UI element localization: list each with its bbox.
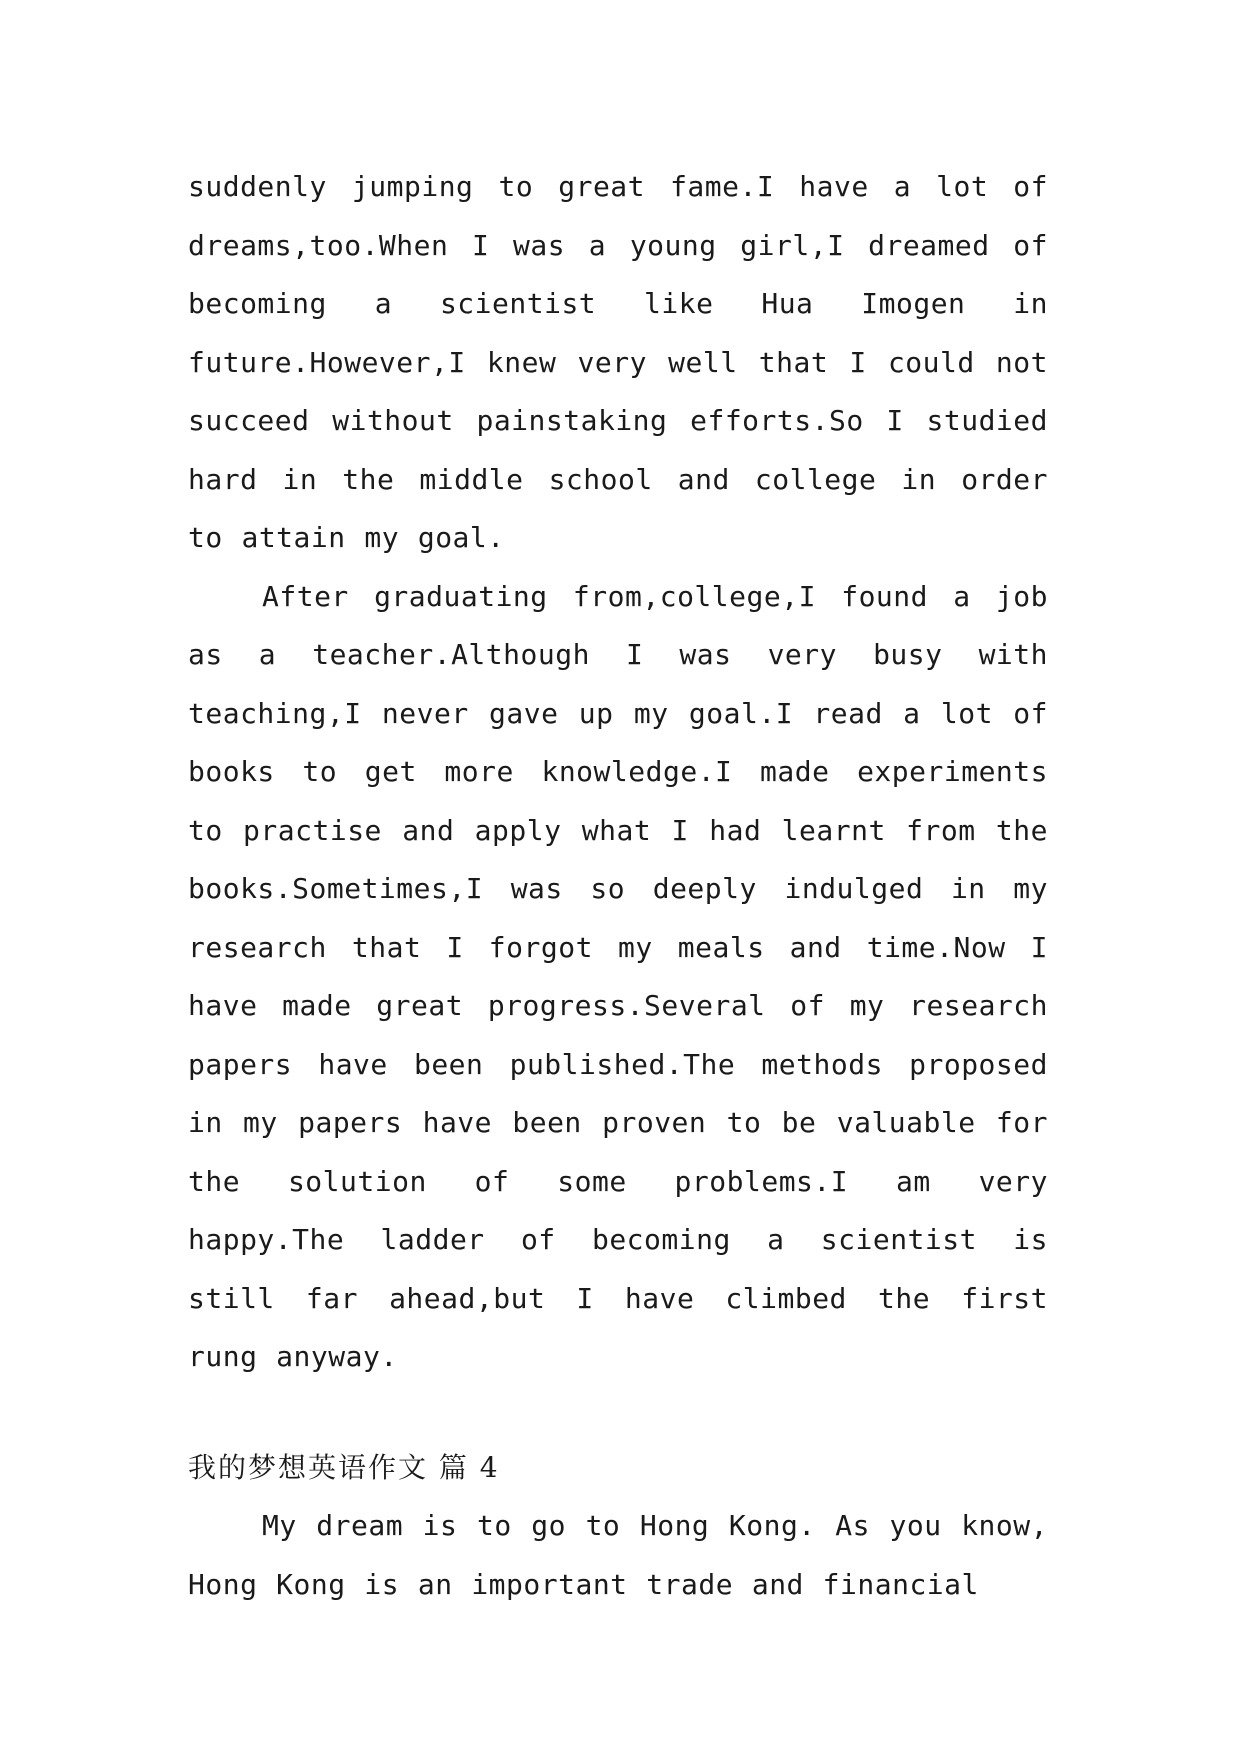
paragraph-career: After graduating from,college,I found a job as a teacher.Although I was very busy with teaching,I never gave up my goal.I read a lot of books to get more knowledge.I made experiments to practise and apply what I had learnt from the books.Sometimes,I was so deeply indulged in my research that I forgot my meals and time.Now I have made great progress.Several of my research papers have been published.The methods proposed in my papers have been proven to be valuable for the solution of some problems.I am very happy.The ladder of becoming a scientist is still far ahead,but I have climbed the first rung anyway. xyxy=(188,579,1048,1373)
paragraph-hong-kong: My dream is to go to Hong Kong. As you know, Hong Kong is an important trade and financial xyxy=(188,1509,1048,1601)
document-body xyxy=(188,158,1048,1614)
section-heading: 我的梦想英语作文 篇 4 xyxy=(188,1450,500,1484)
paragraph-continuation: suddenly jumping to great fame.I have a lot of dreams,too.When I was a young girl,I dreamed of becoming a scientist like Hua Imogen in future.However,I knew very well that I could not succeed without painstaking efforts.So I studied hard in the middle school and college in order to attain my goal. xyxy=(188,170,1048,554)
